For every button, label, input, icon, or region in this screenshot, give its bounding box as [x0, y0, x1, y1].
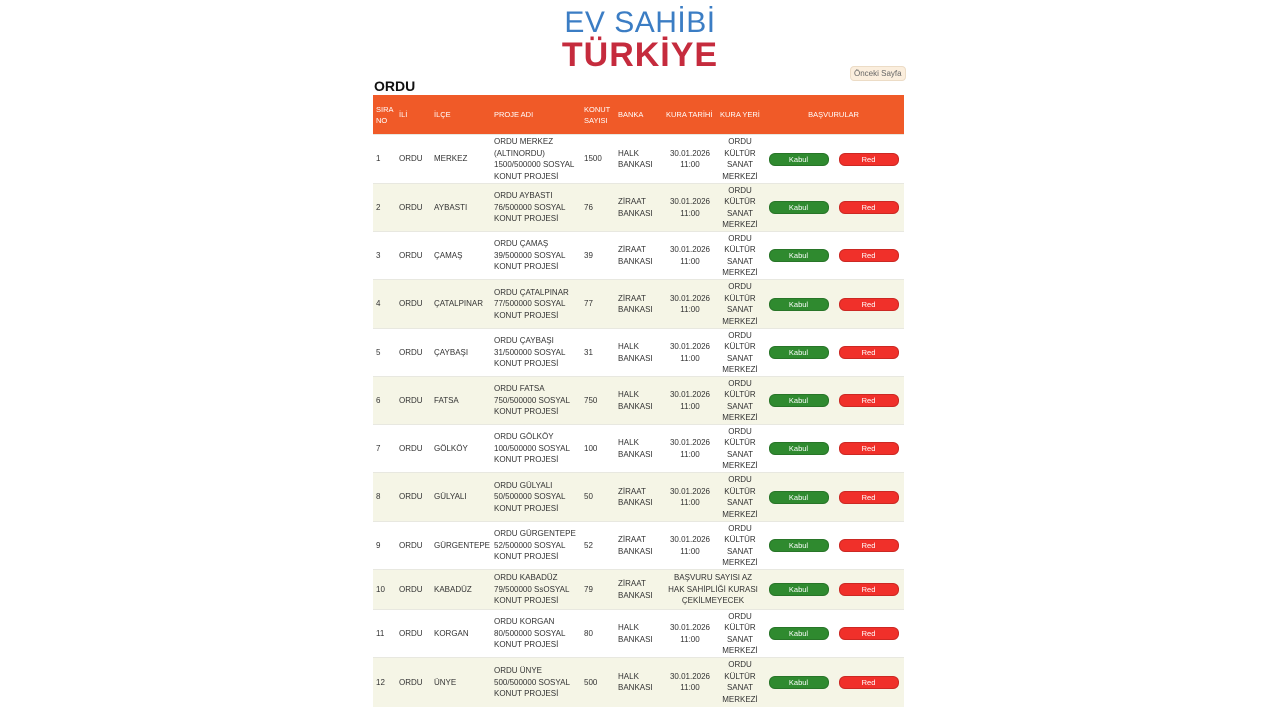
- cell-il: ORDU: [396, 184, 431, 232]
- cell-banka: ZİRAAT BANKASI: [615, 522, 663, 570]
- cell-basvurular: [763, 280, 904, 329]
- accept-button[interactable]: Kabul: [769, 298, 829, 311]
- reject-button[interactable]: Red: [839, 346, 899, 359]
- accept-button[interactable]: Kabul: [769, 442, 829, 455]
- reject-button[interactable]: Red: [839, 491, 899, 504]
- table-row: [373, 135, 904, 184]
- cell-basvurular: [763, 232, 904, 280]
- cell-ilce: ÇATALPINAR: [431, 280, 491, 329]
- cell-konut-sayisi: 77: [581, 280, 615, 329]
- cell-no: 6: [373, 377, 396, 425]
- cell-kura-yeri: ORDU KÜLTÜR SANAT MERKEZİ: [717, 135, 763, 184]
- cell-il: ORDU: [396, 135, 431, 184]
- cell-no: 1: [373, 135, 396, 184]
- cell-kura-tarihi: 30.01.2026 11:00: [663, 280, 717, 329]
- cell-kura-tarihi: 30.01.2026 11:00: [663, 425, 717, 473]
- cell-konut-sayisi: 31: [581, 329, 615, 377]
- cell-kura-tarihi: 30.01.2026 11:00: [663, 232, 717, 280]
- logo-line1: EV SAHİBİ: [564, 6, 716, 39]
- header-basvurular: BAŞVURULAR: [763, 95, 904, 135]
- accept-button[interactable]: Kabul: [769, 539, 829, 552]
- table-row: [373, 377, 904, 425]
- cell-proje-adi: ORDU AYBASTI 76/500000 SOSYAL KONUT PROJESİ: [491, 184, 581, 232]
- table-row: [373, 658, 904, 707]
- cell-ilce: KABADÜZ: [431, 570, 491, 610]
- cell-ilce: MERKEZ: [431, 135, 491, 184]
- cell-il: ORDU: [396, 522, 431, 570]
- cell-proje-adi: ORDU GÖLKÖY 100/500000 SOSYAL KONUT PROJESİ: [491, 425, 581, 473]
- header-kura-yeri: KURA YERİ: [717, 95, 763, 135]
- cell-proje-adi: ORDU FATSA 750/500000 SOSYAL KONUT PROJESİ: [491, 377, 581, 425]
- cell-konut-sayisi: 1500: [581, 135, 615, 184]
- cell-kura-yeri: ORDU KÜLTÜR SANAT MERKEZİ: [717, 280, 763, 329]
- accept-button[interactable]: Kabul: [769, 249, 829, 262]
- cell-kura-tarihi: 30.01.2026 11:00: [663, 329, 717, 377]
- cell-banka: ZİRAAT BANKASI: [615, 570, 663, 610]
- cell-konut-sayisi: 50: [581, 473, 615, 522]
- cell-konut-sayisi: 80: [581, 610, 615, 658]
- cell-il: ORDU: [396, 473, 431, 522]
- cell-kura-yeri: ORDU KÜLTÜR SANAT MERKEZİ: [717, 184, 763, 232]
- cell-basvurular: [763, 570, 904, 610]
- cell-proje-adi: ORDU ÇAYBAŞI 31/500000 SOSYAL KONUT PROJESİ: [491, 329, 581, 377]
- cell-ilce: GÖLKÖY: [431, 425, 491, 473]
- cell-ilce: ÜNYE: [431, 658, 491, 707]
- reject-button[interactable]: Red: [839, 249, 899, 262]
- cell-proje-adi: ORDU ÇAMAŞ 39/500000 SOSYAL KONUT PROJESİ: [491, 232, 581, 280]
- cell-basvurular: [763, 522, 904, 570]
- header-sira-no: SIRA NO: [373, 95, 396, 135]
- cell-kura-yeri: ORDU KÜLTÜR SANAT MERKEZİ: [717, 473, 763, 522]
- table-row: [373, 473, 904, 522]
- cell-kura-tarihi: 30.01.2026 11:00: [663, 610, 717, 658]
- accept-button[interactable]: Kabul: [769, 201, 829, 214]
- cell-kura-tarihi: 30.01.2026 11:00: [663, 184, 717, 232]
- cell-il: ORDU: [396, 570, 431, 610]
- cell-kura-yeri: ORDU KÜLTÜR SANAT MERKEZİ: [717, 522, 763, 570]
- cell-il: ORDU: [396, 280, 431, 329]
- table-row: [373, 184, 904, 232]
- cell-no: 2: [373, 184, 396, 232]
- header-banka: BANKA: [615, 95, 663, 135]
- cell-proje-adi: ORDU ÇATALPINAR 77/500000 SOSYAL KONUT PROJESİ: [491, 280, 581, 329]
- cell-basvurular: [763, 425, 904, 473]
- cell-banka: HALK BANKASI: [615, 658, 663, 707]
- cell-kura-tarihi: 30.01.2026 11:00: [663, 522, 717, 570]
- table-row: [373, 329, 904, 377]
- cell-ilce: GÜRGENTEPE: [431, 522, 491, 570]
- cell-no: 10: [373, 570, 396, 610]
- cell-il: ORDU: [396, 658, 431, 707]
- cell-proje-adi: ORDU GÜLYALI 50/500000 SOSYAL KONUT PROJESİ: [491, 473, 581, 522]
- cell-il: ORDU: [396, 377, 431, 425]
- cell-konut-sayisi: 79: [581, 570, 615, 610]
- accept-button[interactable]: Kabul: [769, 346, 829, 359]
- cell-konut-sayisi: 100: [581, 425, 615, 473]
- cell-kura-yeri: ORDU KÜLTÜR SANAT MERKEZİ: [717, 610, 763, 658]
- cell-kura-tarihi: 30.01.2026 11:00: [663, 377, 717, 425]
- cell-ilce: FATSA: [431, 377, 491, 425]
- table-row: [373, 232, 904, 280]
- cell-proje-adi: ORDU MERKEZ (ALTINORDU) 1500/500000 SOSYAL KONUT PROJESİ: [491, 135, 581, 184]
- accept-button[interactable]: Kabul: [769, 676, 829, 689]
- cell-konut-sayisi: 76: [581, 184, 615, 232]
- cell-ilce: KORGAN: [431, 610, 491, 658]
- table-row: [373, 610, 904, 658]
- reject-button[interactable]: Red: [839, 583, 899, 596]
- cell-konut-sayisi: 500: [581, 658, 615, 707]
- cell-no: 5: [373, 329, 396, 377]
- header-ilce: İLÇE: [431, 95, 491, 135]
- table-row: [373, 522, 904, 570]
- table-row: [373, 280, 904, 329]
- accept-button[interactable]: Kabul: [769, 153, 829, 166]
- cell-banka: HALK BANKASI: [615, 610, 663, 658]
- cell-no: 9: [373, 522, 396, 570]
- cell-no: 12: [373, 658, 396, 707]
- logo: [540, 8, 740, 72]
- reject-button[interactable]: Red: [839, 676, 899, 689]
- cell-banka: HALK BANKASI: [615, 135, 663, 184]
- cell-no: 4: [373, 280, 396, 329]
- accept-button[interactable]: Kabul: [769, 491, 829, 504]
- cell-banka: HALK BANKASI: [615, 425, 663, 473]
- cell-kura-yeri: ORDU KÜLTÜR SANAT MERKEZİ: [717, 425, 763, 473]
- reject-button[interactable]: Red: [839, 153, 899, 166]
- table-header-row: [373, 95, 904, 135]
- reject-button[interactable]: Red: [839, 627, 899, 640]
- header-konut-sayisi: KONUT SAYISI: [581, 95, 615, 135]
- cell-kura-yeri: ORDU KÜLTÜR SANAT MERKEZİ: [717, 658, 763, 707]
- cell-banka: ZİRAAT BANKASI: [615, 184, 663, 232]
- previous-page-button[interactable]: Önceki Sayfa: [850, 66, 906, 81]
- table-row: [373, 570, 904, 610]
- reject-button[interactable]: Red: [839, 539, 899, 552]
- cell-ilce: AYBASTI: [431, 184, 491, 232]
- cell-il: ORDU: [396, 425, 431, 473]
- cell-proje-adi: ORDU ÜNYE 500/500000 SOSYAL KONUT PROJESİ: [491, 658, 581, 707]
- cell-no: 8: [373, 473, 396, 522]
- cell-kura-yeri: ORDU KÜLTÜR SANAT MERKEZİ: [717, 377, 763, 425]
- cell-basvurular: [763, 135, 904, 184]
- logo-line2: TÜRKİYE: [561, 36, 719, 74]
- cell-no: 3: [373, 232, 396, 280]
- reject-button[interactable]: Red: [839, 298, 899, 311]
- cell-il: ORDU: [396, 329, 431, 377]
- cell-proje-adi: ORDU GÜRGENTEPE 52/500000 SOSYAL KONUT PROJESİ: [491, 522, 581, 570]
- cell-basvurular: [763, 473, 904, 522]
- cell-ilce: ÇAMAŞ: [431, 232, 491, 280]
- reject-button[interactable]: Red: [839, 394, 899, 407]
- cell-basvurular: [763, 184, 904, 232]
- cell-kura-tarihi: 30.01.2026 11:00: [663, 473, 717, 522]
- header-proje-adi: PROJE ADI: [491, 95, 581, 135]
- cell-banka: HALK BANKASI: [615, 329, 663, 377]
- cell-basvurular: [763, 610, 904, 658]
- cell-banka: ZİRAAT BANKASI: [615, 473, 663, 522]
- cell-ilce: ÇAYBAŞI: [431, 329, 491, 377]
- page-title: ORDU: [374, 78, 416, 94]
- cell-banka: ZİRAAT BANKASI: [615, 280, 663, 329]
- accept-button[interactable]: Kabul: [769, 394, 829, 407]
- cell-banka: HALK BANKASI: [615, 377, 663, 425]
- cell-basvurular: [763, 329, 904, 377]
- accept-button[interactable]: Kabul: [769, 583, 829, 596]
- cell-kura-yeri: ORDU KÜLTÜR SANAT MERKEZİ: [717, 329, 763, 377]
- cell-konut-sayisi: 39: [581, 232, 615, 280]
- projects-table: [373, 95, 904, 707]
- cell-banka: ZİRAAT BANKASI: [615, 232, 663, 280]
- reject-button[interactable]: Red: [839, 201, 899, 214]
- cell-notice: BAŞVURU SAYISI AZ HAK SAHİPLİĞİ KURASI ÇEKİLMEYECEK: [663, 570, 763, 610]
- cell-il: ORDU: [396, 610, 431, 658]
- cell-proje-adi: ORDU KABADÜZ 79/500000 SsOSYAL KONUT PROJESİ: [491, 570, 581, 610]
- table-row: [373, 425, 904, 473]
- cell-no: 11: [373, 610, 396, 658]
- cell-ilce: GÜLYALI: [431, 473, 491, 522]
- reject-button[interactable]: Red: [839, 442, 899, 455]
- cell-no: 7: [373, 425, 396, 473]
- cell-basvurular: [763, 658, 904, 707]
- cell-il: ORDU: [396, 232, 431, 280]
- header-il: İLİ: [396, 95, 431, 135]
- cell-proje-adi: ORDU KORGAN 80/500000 SOSYAL KONUT PROJESİ: [491, 610, 581, 658]
- header-kura-tarihi: KURA TARİHİ: [663, 95, 717, 135]
- cell-kura-tarihi: 30.01.2026 11:00: [663, 658, 717, 707]
- accept-button[interactable]: Kabul: [769, 627, 829, 640]
- cell-konut-sayisi: 52: [581, 522, 615, 570]
- cell-kura-yeri: ORDU KÜLTÜR SANAT MERKEZİ: [717, 232, 763, 280]
- cell-kura-tarihi: 30.01.2026 11:00: [663, 135, 717, 184]
- cell-basvurular: [763, 377, 904, 425]
- cell-konut-sayisi: 750: [581, 377, 615, 425]
